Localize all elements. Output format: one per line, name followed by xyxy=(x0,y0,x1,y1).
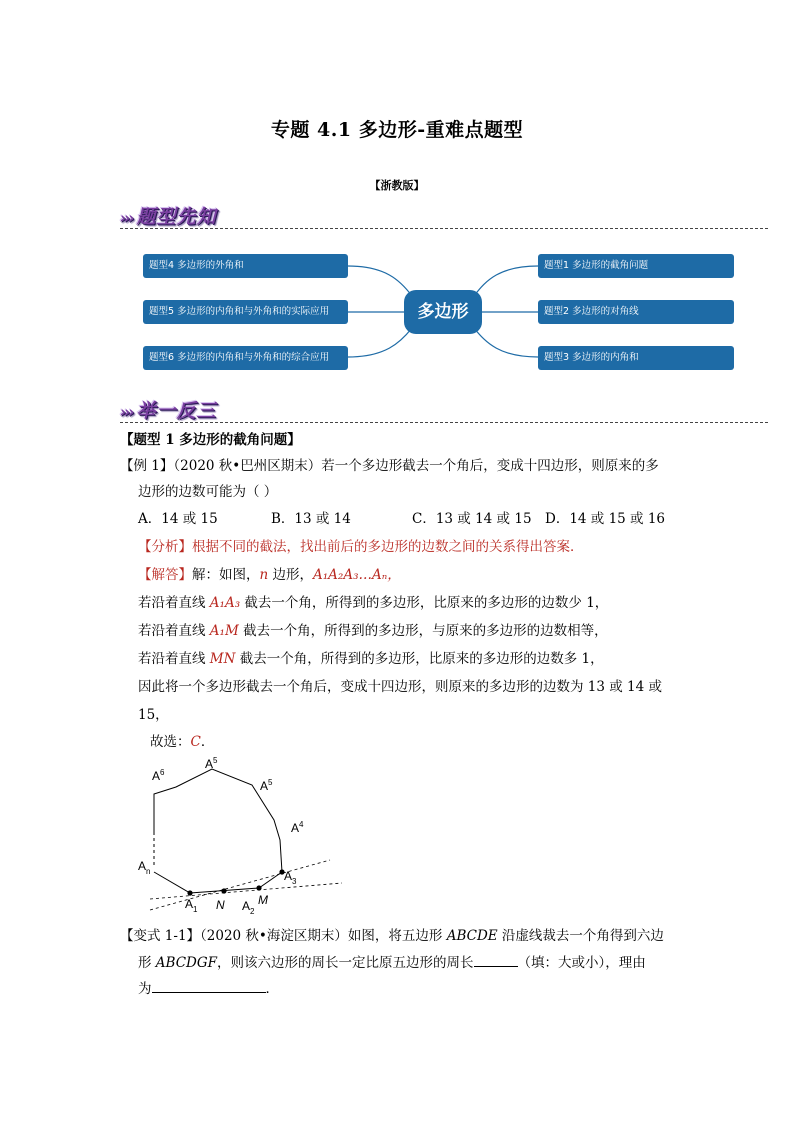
label-a1: $A_1$ xyxy=(185,897,198,914)
solution-line2 xyxy=(138,593,608,613)
line-a1a3: A₁A₃ xyxy=(209,595,241,611)
label-n: N xyxy=(216,898,225,912)
text: ． xyxy=(200,734,215,750)
label-a5: $A^5$ xyxy=(260,778,273,793)
analysis-text: 根据不同的截法，找出前后的多边形的边数之间的关系得出答案． xyxy=(192,539,584,555)
polygon-edge xyxy=(154,872,282,893)
label-m: M xyxy=(258,893,268,907)
line-mn: MN xyxy=(209,651,236,667)
solution-intro: 解：如图， xyxy=(192,567,260,583)
text: 形 xyxy=(138,955,156,971)
label-a3: $A_3$ xyxy=(284,869,297,886)
variant-line3 xyxy=(138,978,279,999)
solution-line5: 因此将一个多边形截去一个角后，变成十四边形，则原来的多边形的边数为 13 或 14 或 xyxy=(138,679,663,695)
banner-examples xyxy=(120,396,217,423)
answer-blank-2 xyxy=(152,978,266,993)
label-a6: $A^6$ xyxy=(152,768,165,783)
option-d: D．14 或 15 或 16 xyxy=(545,511,666,527)
banner-arrows: ››› xyxy=(120,209,133,227)
text: 如图，将五边形 xyxy=(347,928,447,944)
solution-line4 xyxy=(138,649,604,669)
answer-letter: C xyxy=(190,734,201,750)
variant-source: （2020 秋•海淀区期末） xyxy=(200,928,348,944)
connector-right-1 xyxy=(474,266,538,296)
option-a: A．14 或 15 xyxy=(138,511,218,527)
variant-tag: 【变式 1-1】 xyxy=(120,928,201,944)
text: 为 xyxy=(138,981,152,997)
example-question-line2: 边形的边数可能为（ ） xyxy=(138,484,278,500)
mindmap-node-type5: 题型5 多边形的内角和与外角和的实际应用 xyxy=(143,300,348,324)
text: 故选： xyxy=(150,734,191,750)
point-m xyxy=(256,885,261,890)
polygon-abcde: ABCDE xyxy=(446,928,498,944)
mindmap-node-type1: 题型1 多边形的截角问题 xyxy=(538,254,734,278)
solution-line3 xyxy=(138,621,608,641)
solution-poly: 边形， xyxy=(268,567,313,583)
text: 截去一个角，所得到的多边形，比原来的多边形的边数多 1， xyxy=(235,651,604,667)
example-source: （2020 秋•巴州区期末） xyxy=(173,458,322,474)
analysis-tag: 【分析】 xyxy=(138,539,192,555)
text: 截去一个角，所得到的多边形，与原来的多边形的边数相等， xyxy=(238,623,608,639)
connector-right-3 xyxy=(474,328,538,357)
connector-left-3 xyxy=(348,328,412,357)
choice-line xyxy=(150,732,214,752)
options-row xyxy=(138,509,758,529)
mindmap-node-type6: 题型6 多边形的内角和与外角和的综合应用 xyxy=(143,346,348,370)
text: 截去一个角，所得到的多边形，比原来的多边形的边数少 1， xyxy=(240,595,609,611)
analysis-line xyxy=(138,537,584,557)
mindmap-node-type3: 题型3 多边形的内角和 xyxy=(538,346,734,370)
example-tag: 【例 1】 xyxy=(120,458,174,474)
mindmap-node-type4: 题型4 多边形的外角和 xyxy=(143,254,348,278)
banner-text: 题型先知 xyxy=(136,206,217,228)
polygon-abcdgf: ABCDGF xyxy=(155,955,218,971)
section-heading: 【题型 1 多边形的截角问题】 xyxy=(120,432,301,448)
vertex-sequence: A₁A₂A₃…Aₙ， xyxy=(313,567,401,583)
option-c: C．13 或 14 或 15 xyxy=(412,511,532,527)
text: （填：大或小），理由 xyxy=(517,955,646,971)
edition-label: 【浙教版】 xyxy=(369,179,425,192)
example-text: 若一个多边形截去一个角后，变成十四边形，则原来的多 xyxy=(321,458,659,474)
text: 若沿着直线 xyxy=(138,623,210,639)
solution-tag: 【解答】 xyxy=(138,567,192,583)
text: 若沿着直线 xyxy=(138,595,210,611)
connector-left-1 xyxy=(348,266,412,296)
page-title: 专题 4.1 多边形-重难点题型 xyxy=(270,119,524,141)
answer-blank-1 xyxy=(474,952,518,967)
polygon-figure xyxy=(130,752,360,917)
mindmap-node-type2: 题型2 多边形的对角线 xyxy=(538,300,734,324)
example-question-line1 xyxy=(120,456,659,476)
var-n: n xyxy=(259,567,269,583)
label-an: $A_n$ xyxy=(138,859,151,876)
solution-line6: 15， xyxy=(138,707,169,723)
banner-text: 举一反三 xyxy=(136,400,217,422)
label-a4: $A^4$ xyxy=(291,820,304,835)
banner-arrows: ››› xyxy=(120,403,133,421)
option-b: B．13 或 14 xyxy=(271,511,351,527)
mindmap-center-node: 多边形 xyxy=(404,290,482,334)
label-a2: $A_2$ xyxy=(242,899,255,916)
mindmap-connectors xyxy=(0,0,794,400)
variant-line1 xyxy=(120,926,664,946)
text: 若沿着直线 xyxy=(138,651,210,667)
text: ，则该六边形的周长一定比原五边形的周长 xyxy=(217,955,474,971)
line-a1m: A₁M xyxy=(209,623,239,639)
point-n xyxy=(221,888,226,893)
variant-line2 xyxy=(138,952,646,973)
point-a1 xyxy=(187,890,192,895)
label-a5-top: $A^5$ xyxy=(205,756,218,771)
text: ． xyxy=(265,981,279,997)
solution-line1 xyxy=(138,565,401,585)
divider xyxy=(120,422,768,423)
cut-line-mn xyxy=(150,883,342,899)
text: 沿虚线裁去一个角得到六边 xyxy=(497,928,664,944)
